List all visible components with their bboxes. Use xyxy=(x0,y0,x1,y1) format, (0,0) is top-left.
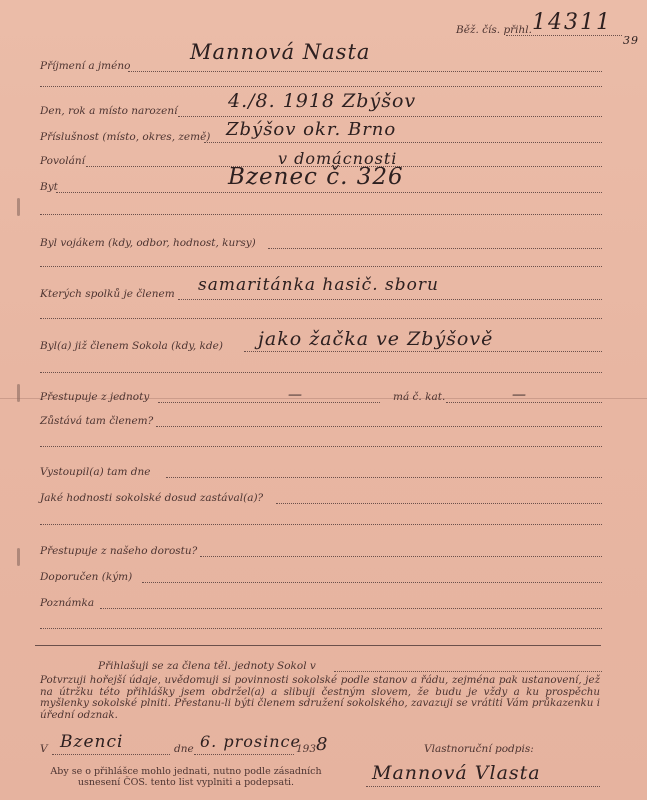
reg-number-label: Běž. čís. přihl. xyxy=(456,24,532,36)
punch-hole xyxy=(17,548,20,566)
residence-value: Zbýšov okr. Brno xyxy=(226,119,397,140)
clubs-value: samaritánka hasič. sboru xyxy=(198,275,439,295)
dotted-line xyxy=(100,608,602,609)
dotted-line xyxy=(142,582,602,583)
recommended-label: Doporučen (kým) xyxy=(40,571,133,583)
date-value: 6. prosince xyxy=(200,732,301,751)
place-value: Bzenci xyxy=(60,732,124,752)
clubs-label: Kterých spolků je členem xyxy=(40,288,175,300)
year-value: 8 xyxy=(316,734,329,755)
dotted-line xyxy=(166,477,602,478)
dotted-line xyxy=(40,372,602,373)
dotted-line xyxy=(268,248,602,249)
remains-label: Zůstává tam členem? xyxy=(40,415,154,427)
birth-value: 4./8. 1918 Zbýšov xyxy=(228,90,417,112)
sokol-label: Byl(a) již členem Sokola (kdy, kde) xyxy=(40,340,223,352)
year-prefix: 193 xyxy=(296,743,317,755)
youth-label: Přestupuje z našeho dorostu? xyxy=(40,545,198,557)
occupation-label: Povolání xyxy=(40,155,85,167)
dotted-line xyxy=(40,86,602,87)
dotted-line xyxy=(56,192,602,193)
declaration-text: Potvrzuji hořejší údaje, uvědomuji si povinnosti sokolské podle stanov a řádu, zejména pak ustanovení, jež na útržku této přihlášky jsem obdržel(a) a slibuji čestným slovem, že budu je vždy a ku prospěchu myšlenky sokolské plniti. Přestanu-li býti členem sdružení sokolského, zavazuji se vrátiti Vám průkazenku i úřední odznak. xyxy=(40,674,600,721)
dotted-line xyxy=(276,503,602,504)
birth-label: Den, rok a místo narození xyxy=(40,105,178,117)
occupation-value: v domácnosti xyxy=(278,149,398,168)
dotted-line xyxy=(156,426,602,427)
dotted-line xyxy=(52,754,170,755)
dotted-line xyxy=(40,318,602,319)
signature-label: Vlastnoruční podpis: xyxy=(424,743,534,755)
reg-number: 14311 xyxy=(532,10,612,35)
military-label: Byl vojákem (kdy, odbor, hodnost, kursy) xyxy=(40,237,256,249)
dotted-line xyxy=(244,351,602,352)
declaration-intro: Přihlašuji se za člena těl. jednoty Sokol v xyxy=(98,660,316,672)
dotted-line xyxy=(40,266,602,267)
dotted-line xyxy=(334,671,602,672)
transfer-dash: — xyxy=(288,387,303,403)
ranks-label: Jaké hodnosti sokolské dosud zastával(a)? xyxy=(40,492,264,504)
dotted-line xyxy=(40,524,602,525)
name-label: Příjmení a jméno xyxy=(40,60,131,72)
date-label: dne xyxy=(174,743,194,755)
note-label: Poznámka xyxy=(40,597,95,609)
footer-note: Aby se o přihlášce mohlo jednati, nutno podle zásadních usnesení ČOS. tento list vyplniti a podepsati. xyxy=(50,766,322,788)
dotted-line xyxy=(178,116,602,117)
dotted-line xyxy=(40,214,602,215)
dotted-line xyxy=(200,556,602,557)
dotted-line xyxy=(128,71,602,72)
address-value: Bzenec č. 326 xyxy=(228,164,404,190)
reg-suffix: 39 xyxy=(623,34,639,47)
card-label: má č. kat. xyxy=(393,391,446,403)
dotted-line xyxy=(40,628,602,629)
card-dash: — xyxy=(512,387,527,403)
dotted-line xyxy=(40,446,602,447)
dotted-line xyxy=(158,402,380,403)
residence-label: Příslušnost (místo, okres, země) xyxy=(40,131,211,143)
dotted-line xyxy=(178,299,602,300)
punch-hole xyxy=(17,198,20,216)
place-prefix: V xyxy=(40,743,48,755)
dotted-line xyxy=(204,142,602,143)
dotted-line xyxy=(506,35,622,36)
divider-rule xyxy=(35,645,601,646)
transfer-label: Přestupuje z jednoty xyxy=(40,391,150,403)
signature-value: Mannová Vlasta xyxy=(372,762,541,784)
signature-line xyxy=(366,786,600,787)
sokol-value: jako žačka ve Zbýšově xyxy=(258,328,494,350)
address-label: Byt xyxy=(40,181,58,193)
name-value: Mannová Nasta xyxy=(190,40,371,64)
punch-hole xyxy=(17,384,20,402)
dotted-line xyxy=(194,754,294,755)
left-label: Vystoupil(a) tam dne xyxy=(40,466,151,478)
